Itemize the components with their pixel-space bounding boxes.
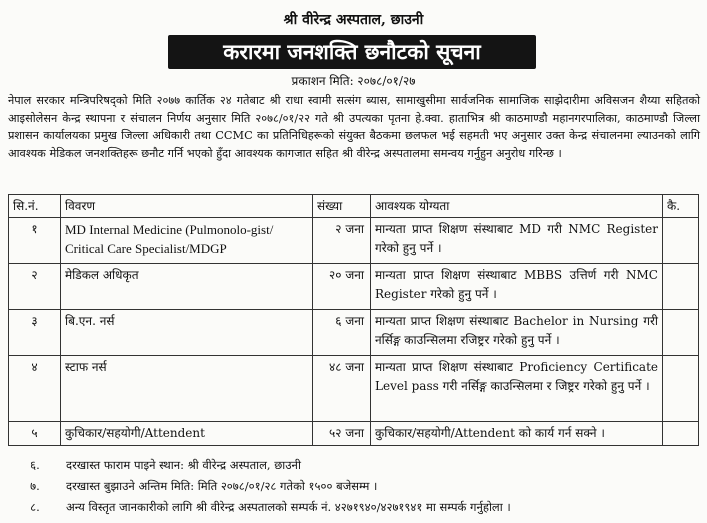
row-remarks xyxy=(663,356,699,422)
row-qualification: मान्यता प्राप्त शिक्षण संस्थाबाट MD गरी NMC Register गरेको हुनु पर्ने । xyxy=(371,218,663,264)
row-remarks xyxy=(663,310,699,356)
footnote-item xyxy=(8,455,698,476)
footnote-number: ६. xyxy=(30,458,40,472)
row-serial: ४ xyxy=(9,356,61,422)
row-serial: २ xyxy=(9,264,61,310)
footnote-number: ७. xyxy=(30,479,40,493)
row-serial: १ xyxy=(9,218,61,264)
row-count: २ जना xyxy=(313,218,371,264)
footnotes xyxy=(8,455,698,518)
header-serial: सि.नं. xyxy=(9,195,61,218)
footnote-text: दरखास्त बुझाउने अन्तिम मिति: मिति २०७८/०१/२८ गतेको १५०० बजेसम्म । xyxy=(66,479,378,493)
header-remarks: कै. xyxy=(663,195,699,218)
table-row xyxy=(9,422,699,446)
table-row xyxy=(9,356,699,422)
row-count: ५२ जना xyxy=(313,422,371,446)
row-post: कुचिकार/सहयोगी/Attendent xyxy=(61,422,313,446)
row-post: मेडिकल अधिकृत xyxy=(61,264,313,310)
organization-name: श्री वीरेन्द्र अस्पताल, छाउनी xyxy=(283,12,424,28)
row-remarks xyxy=(663,264,699,310)
row-post: MD Internal Medicine (Pulmonolo-gist/ Critical Care Specialist/MDGP xyxy=(61,218,313,264)
vacancy-table xyxy=(8,194,699,446)
row-count: ४८ जना xyxy=(313,356,371,422)
footnote-item xyxy=(8,476,698,497)
row-qualification: कुचिकार/सहयोगी/Attendent को कार्य गर्न सक्ने । xyxy=(371,422,663,446)
header-description: विवरण xyxy=(61,195,313,218)
row-remarks xyxy=(663,218,699,264)
row-post: बि.एन. नर्स xyxy=(61,310,313,356)
table-row xyxy=(9,310,699,356)
header-count: संख्या xyxy=(313,195,371,218)
header-qualification: आवश्यक योग्यता xyxy=(371,195,663,218)
footnote-text: अन्य विस्तृत जानकारीको लागि श्री वीरेन्द्र अस्पतालको सम्पर्क नं. ४२७१९४०/४२७१९४१ मा सम्पर्क गर्नुहोला । xyxy=(66,500,511,514)
row-serial: ५ xyxy=(9,422,61,446)
footnote-number: ८. xyxy=(30,500,40,514)
table-row xyxy=(9,218,699,264)
row-qualification: मान्यता प्राप्त शिक्षण संस्थाबाट Bachelor in Nursing गरी नर्सिङ्ग काउन्सिलमा रजिष्ट्रर गरेको हुनु पर्ने । xyxy=(371,310,663,356)
table-row xyxy=(9,264,699,310)
intro-paragraph: नेपाल सरकार मन्त्रिपरिषद्को मिति २०७७ कार्तिक २४ गतेबाट श्री राधा स्वामी सत्संग ब्यास, सामाखुसीमा सार्वजनिक सामाजिक साझेदारीमा अविसजन शैय्या सहितको आइसोलेसन केन्द्र स्थापना र संचालन निर्णय अनुसार मिति २०७८/०१/२२ गते श्री उपत्यका पृतना हे.क्वा. हाताभित्र श्री काठमाण्डौ महानगरपालिका, काठमाण्डौ जिल्ला प्रशासन कार्यालयका प्रमुख जिल्ला अधिकारी तथा CCMC का प्रतिनिधिहरूको संयुक्त बैठकमा छलफल भई सहमती भए अनुसार उक्त केन्द्र संचालनमा ल्याउनको लागि आवश्यक मेडिकल जनशक्तिहरू छनौट गर्नि भएको हुँदा आवश्यक कागजात सहित श्री वीरेन्द्र अस्पतालमा समन्वय गर्नुहुन अनुरोध गरिन्छ । xyxy=(8,94,700,160)
table-header-row xyxy=(9,195,699,218)
row-serial: ३ xyxy=(9,310,61,356)
row-qualification: मान्यता प्राप्त शिक्षण संस्थाबाट MBBS उत्तिर्ण गरी NMC Register गरेको हुनु पर्ने । xyxy=(371,264,663,310)
footnote-item xyxy=(8,497,698,518)
row-qualification: मान्यता प्राप्त शिक्षण संस्थाबाट Proficiency Certificate Level pass गरी नर्सिङ्ग काउन्सिलमा र जिष्ट्रर गरेको हुनु पर्ने । xyxy=(371,356,663,422)
row-count: ६ जना xyxy=(313,310,371,356)
row-post: स्टाफ नर्स xyxy=(61,356,313,422)
row-count: २० जना xyxy=(313,264,371,310)
publication-date: प्रकाशन मिति: २०७८/०१/२७ xyxy=(291,74,416,88)
notice-title-banner: करारमा जनशक्ति छनौटको सूचना xyxy=(168,35,536,69)
row-remarks xyxy=(663,422,699,446)
footnote-text: दरखास्त फाराम पाइने स्थान: श्री वीरेन्द्र अस्पताल, छाउनी xyxy=(66,458,301,472)
